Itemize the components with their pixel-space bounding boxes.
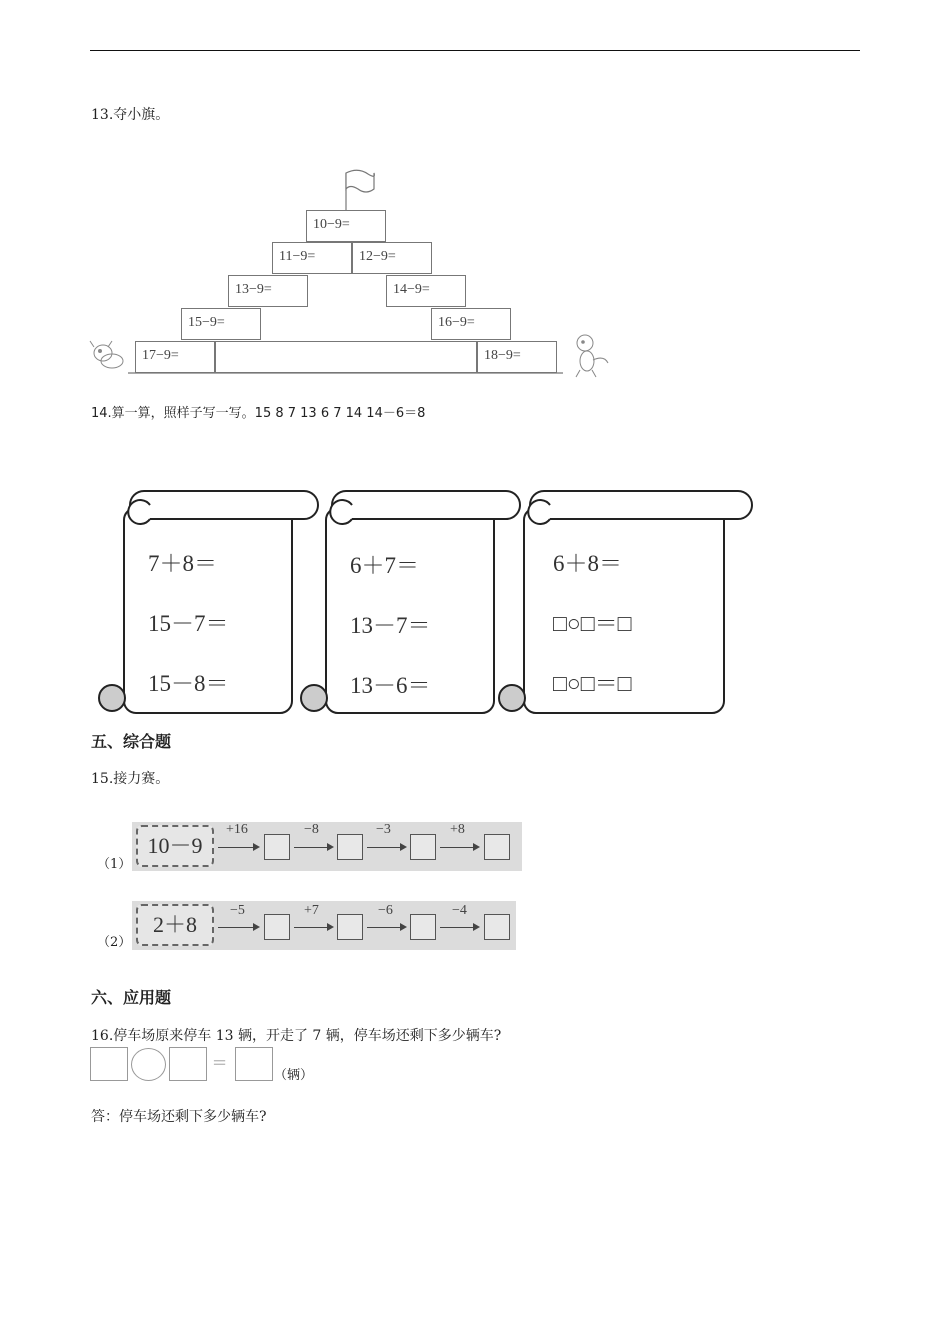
relay-row2-label: （2） (97, 935, 132, 950)
answer-box-1[interactable] (90, 1047, 128, 1081)
relay-row1-start: 10－9 (136, 825, 214, 867)
scroll3-line1: 6＋8＝ (553, 551, 622, 576)
unit-label: （辆） (274, 1068, 314, 1083)
relay-row2-box1[interactable] (264, 914, 290, 940)
arrow-icon (218, 847, 258, 848)
relay-row2-op2: +7 (304, 903, 319, 918)
relay-row2-box4[interactable] (484, 914, 510, 940)
operator-circle[interactable] (131, 1048, 166, 1081)
scroll2-line3: 13－6＝ (350, 673, 431, 698)
arrow-icon (440, 847, 478, 848)
question-16-title: 16.停车场原来停车 13 辆，开走了 7 辆，停车场还剩下多少辆车? (91, 1028, 502, 1044)
scroll3-line3[interactable]: □○□＝□ (553, 671, 632, 696)
flag-pyramid (88, 165, 618, 380)
relay-row2-op1: −5 (230, 903, 245, 918)
scroll2-line1: 6＋7＝ (350, 553, 419, 578)
relay-row1-op2: −8 (304, 822, 319, 837)
brick-10-9[interactable]: 10−9= (306, 210, 386, 242)
relay-row2-op4: −4 (452, 903, 467, 918)
brick-14-9[interactable]: 14−9= (386, 275, 466, 307)
header-rule (90, 50, 860, 51)
relay-row1-box1[interactable] (264, 834, 290, 860)
arrow-icon (294, 927, 332, 928)
relay-row2-box2[interactable] (337, 914, 363, 940)
question-14-title: 14.算一算，照样子写一写。15 8 7 13 6 7 14 14－6＝8 (91, 406, 426, 421)
scroll1-line3: 15－8＝ (148, 671, 229, 696)
scroll1-line2: 15－7＝ (148, 611, 229, 636)
brick-15-9[interactable]: 15−9= (181, 308, 261, 340)
question-13-title: 13.夺小旗。 (91, 107, 170, 123)
relay-row1-box4[interactable] (484, 834, 510, 860)
relay-row1-op3: −3 (376, 822, 391, 837)
relay-row1-op1: +16 (226, 822, 248, 837)
scroll3-line2[interactable]: □○□＝□ (553, 611, 632, 636)
relay-row1-box3[interactable] (410, 834, 436, 860)
brick-16-9[interactable]: 16−9= (431, 308, 511, 340)
answer-box-2[interactable] (169, 1047, 207, 1081)
cartoon-creature-right-icon (576, 335, 608, 377)
relay-row1-label: （1） (97, 857, 132, 872)
brick-13-9[interactable]: 13−9= (228, 275, 308, 307)
section-6-heading: 六、应用题 (91, 988, 172, 1007)
relay-row1-op4: +8 (450, 822, 465, 837)
arrow-icon (367, 927, 405, 928)
scroll2-line2: 13－7＝ (350, 613, 431, 638)
arrow-icon (440, 927, 478, 928)
arrow-icon (218, 927, 258, 928)
cartoon-creature-left-icon (90, 341, 123, 368)
brick-18-9[interactable]: 18−9= (477, 341, 557, 373)
brick-12-9[interactable]: 12−9= (352, 242, 432, 274)
equals-sign: = (212, 1052, 228, 1073)
scroll1-line1: 7＋8＝ (148, 551, 217, 576)
relay-row1-box2[interactable] (337, 834, 363, 860)
section-5-heading: 五、综合题 (91, 732, 172, 751)
relay-row2-start: 2＋8 (136, 904, 214, 946)
arrow-icon (294, 847, 332, 848)
brick-11-9[interactable]: 11−9= (272, 242, 352, 274)
flag-icon (346, 170, 374, 192)
relay-row2-op3: −6 (378, 903, 393, 918)
arrow-icon (367, 847, 405, 848)
brick-17-9[interactable]: 17−9= (135, 341, 215, 373)
brick-base-blank (215, 341, 477, 373)
relay-row2-box3[interactable] (410, 914, 436, 940)
answer-line: 答：停车场还剩下多少辆车? (91, 1109, 267, 1125)
question-15-title: 15.接力赛。 (91, 771, 170, 787)
relay-row2 (132, 901, 516, 950)
answer-box-3[interactable] (235, 1047, 273, 1081)
relay-row1 (132, 822, 522, 871)
